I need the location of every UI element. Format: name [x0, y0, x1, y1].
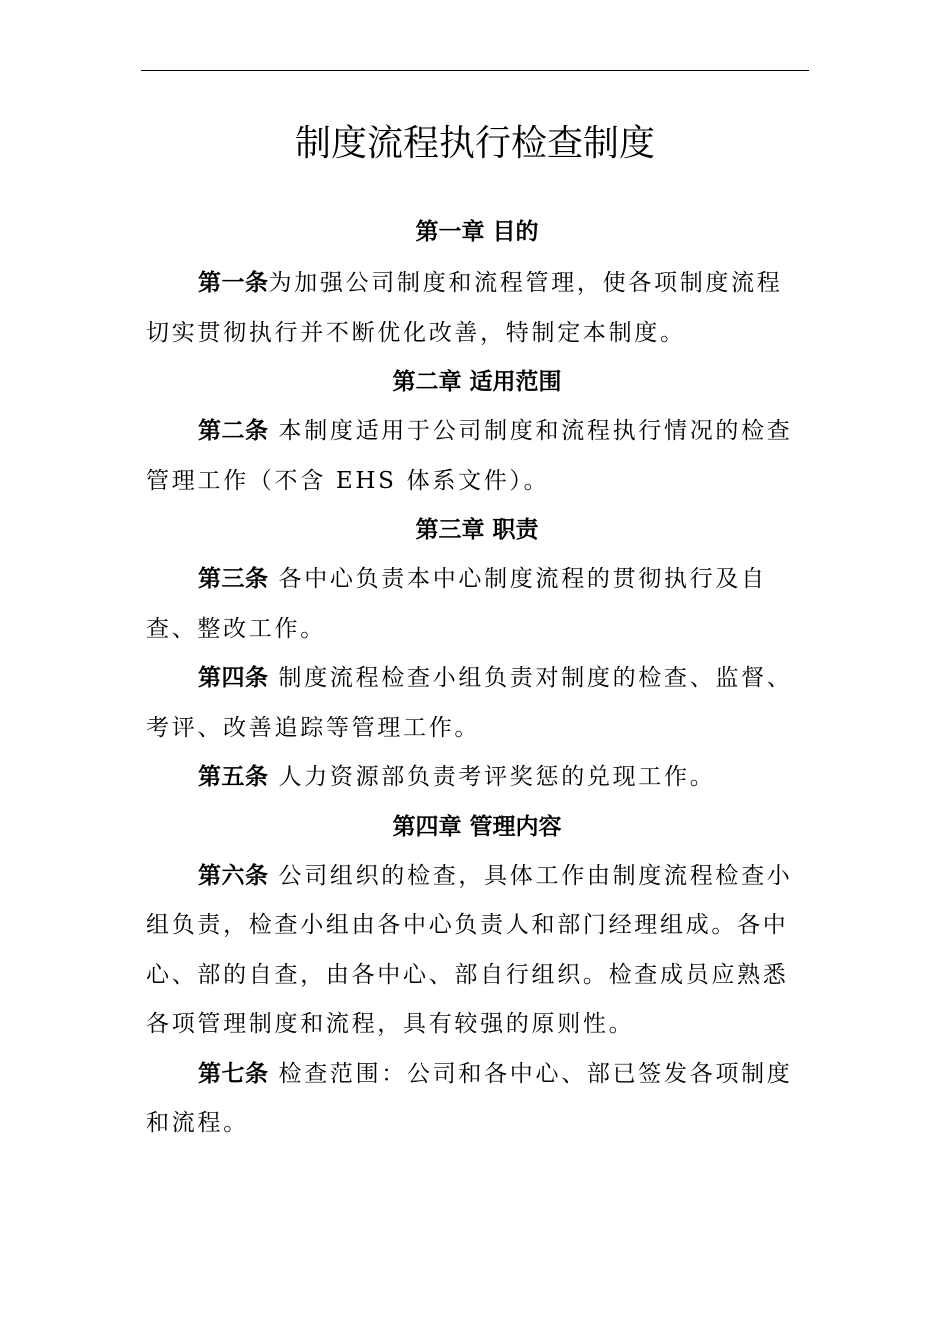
article-paragraph [146, 259, 808, 358]
article-paragraph [146, 407, 808, 506]
chapter-heading: 第四章 管理内容 [392, 813, 562, 840]
article-text: 人力资源部负责考评奖惩的兑现工作。 [268, 764, 716, 790]
chapter-heading: 第三章 职责 [415, 517, 539, 543]
chapter-heading: 第一章 目的 [415, 219, 539, 245]
article-label: 第二条 [198, 418, 269, 444]
article-paragraph [146, 555, 808, 654]
article-text: 检查范围：公司和各中心、部已签发各项制度和流程。 [146, 1060, 793, 1136]
document-body [146, 208, 808, 1149]
header-rule [141, 70, 809, 71]
article-label: 第六条 [198, 862, 269, 889]
article-label: 第一条 [198, 270, 269, 296]
article-text: 本制度适用于公司制度和流程执行情况的检查管理工作（不含 EHS 体系文件）。 [146, 418, 793, 494]
chapter-heading: 第二章 适用范围 [392, 369, 562, 395]
document-title: 制度流程执行检查制度 [294, 123, 655, 164]
article-paragraph [146, 852, 808, 1050]
article-label: 第三条 [198, 566, 269, 592]
article-label: 第四条 [198, 665, 269, 691]
article-text: 各中心负责本中心制度流程的贯彻执行及自查、整改工作。 [146, 566, 767, 642]
article-text: 为加强公司制度和流程管理，使各项制度流程切实贯彻执行并不断优化改善，特制定本制度。 [146, 270, 783, 346]
article-paragraph [146, 753, 808, 803]
article-paragraph [146, 654, 808, 753]
article-text: 制度流程检查小组负责对制度的检查、监督、考评、改善追踪等管理工作。 [146, 665, 793, 741]
article-label: 第五条 [198, 764, 269, 790]
article-label: 第七条 [198, 1060, 269, 1087]
article-text: 公司组织的检查，具体工作由制度流程检查小组负责，检查小组由各中心负责人和部门经理组成。各中心、部的自查，由各中心、部自行组织。检查成员应熟悉各项管理制度和流程，具有较强的原则性。 [146, 862, 793, 1037]
article-paragraph [146, 1050, 808, 1149]
